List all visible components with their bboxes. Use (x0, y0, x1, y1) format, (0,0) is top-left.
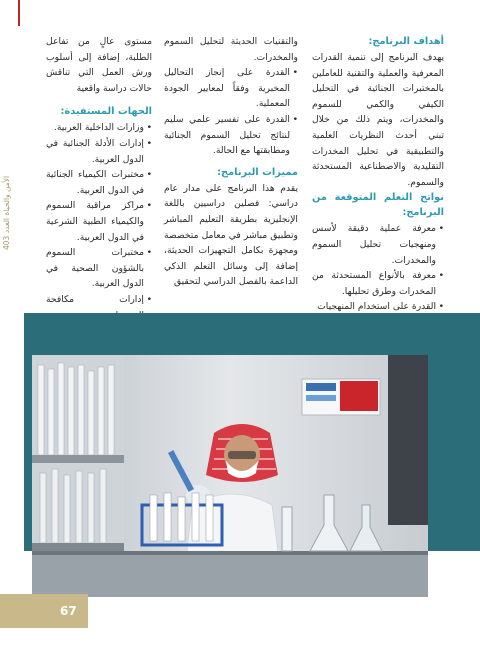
features-paragraph: يقدم هذا البرنامج على مدار عام دراسي: فصلين دراسيين باللغة الإنجليزية بطريقة التعليم المباشر وتطبيق مباشر في معامل متخصصة ومجهزة بكامل التجهيزات الحديثة، إضافة إلى وسائل التعلم الذكي الداعمة بالفصل الدراسي لتحقيق (164, 182, 298, 288)
outcomes-list (312, 221, 444, 315)
lab-photo (32, 355, 428, 597)
beneficiaries-heading: الجهات المستفيدة: (60, 106, 152, 118)
column-middle (164, 34, 298, 290)
list-item: • إدارات الأدلة الجنائية في الدول العربية. (46, 136, 152, 167)
continuation-text: والتقنيات الحديثة لتحليل السموم والمخدرات. (164, 36, 298, 63)
column-left (46, 34, 152, 323)
top-red-line (18, 0, 20, 26)
goals-heading: أهداف البرنامج: (368, 36, 444, 47)
list-item: • مختبرات السموم بالشؤون الصحية في الدول العربية. (46, 245, 152, 292)
list-item: • مراكز مراقبة السموم والكيمياء الطبية الشرعية في الدول العربية. (46, 198, 152, 245)
outcomes-heading: نواتج التعلم المتوقعة من البرنامج: (312, 192, 444, 219)
list-item: • مختبرات الكيمياء الجنائية في الدول العربية. (46, 167, 152, 198)
goals-paragraph: يهدف البرنامج إلى تنمية القدرات المعرفية والعملية والتقنية للعاملين بالمختبرات الجنائية في التحليل الكيفي والكمي للسموم والمخدرات، ويتم ذلك من خلال تبني أحدث النظريات العلمية والتطبيقية في تحليل المخدرات التقليدية والاصطناعية المستحدثة والسموم. (312, 52, 444, 188)
page-number: 67 (60, 604, 77, 618)
list-item: • إدارات مكافحة (46, 292, 152, 323)
list-item: • معرفة بالأنواع المستحدثة من المخدرات وطرق تحليلها. (312, 268, 444, 299)
list-item: • القدرة على تفسير علمي سليم لنتائج تحليل السموم الجنائية ومطابقتها مع الحالة. (164, 112, 298, 159)
list-item: • القدرة على إنجاز التحاليل المخبرية وفقاً لمعايير الجودة المعملية. (164, 65, 298, 112)
list-item: • وزارات الداخلية العربية. (46, 120, 152, 136)
column-right (312, 34, 444, 315)
abilities-list (164, 65, 298, 159)
beneficiaries-list (46, 120, 152, 323)
lab-scene-illustration (32, 355, 428, 597)
features-heading: مميزات البرنامج: (217, 166, 298, 178)
list-item: • القدرة على استخدام المنهجيات (312, 299, 444, 315)
side-issue-label: الأمن والحياة العدد 403 (2, 176, 11, 251)
continuation-text: مستوى عالٍ من تفاعل الطلبة، إضافة إلى أسلوب ورش العمل التي تناقش حالات دراسة واقعية (46, 36, 152, 94)
list-item: • معرفة عملية دقيقة لأسس ومنهجيات تحليل السموم والمخدرات. (312, 221, 444, 268)
